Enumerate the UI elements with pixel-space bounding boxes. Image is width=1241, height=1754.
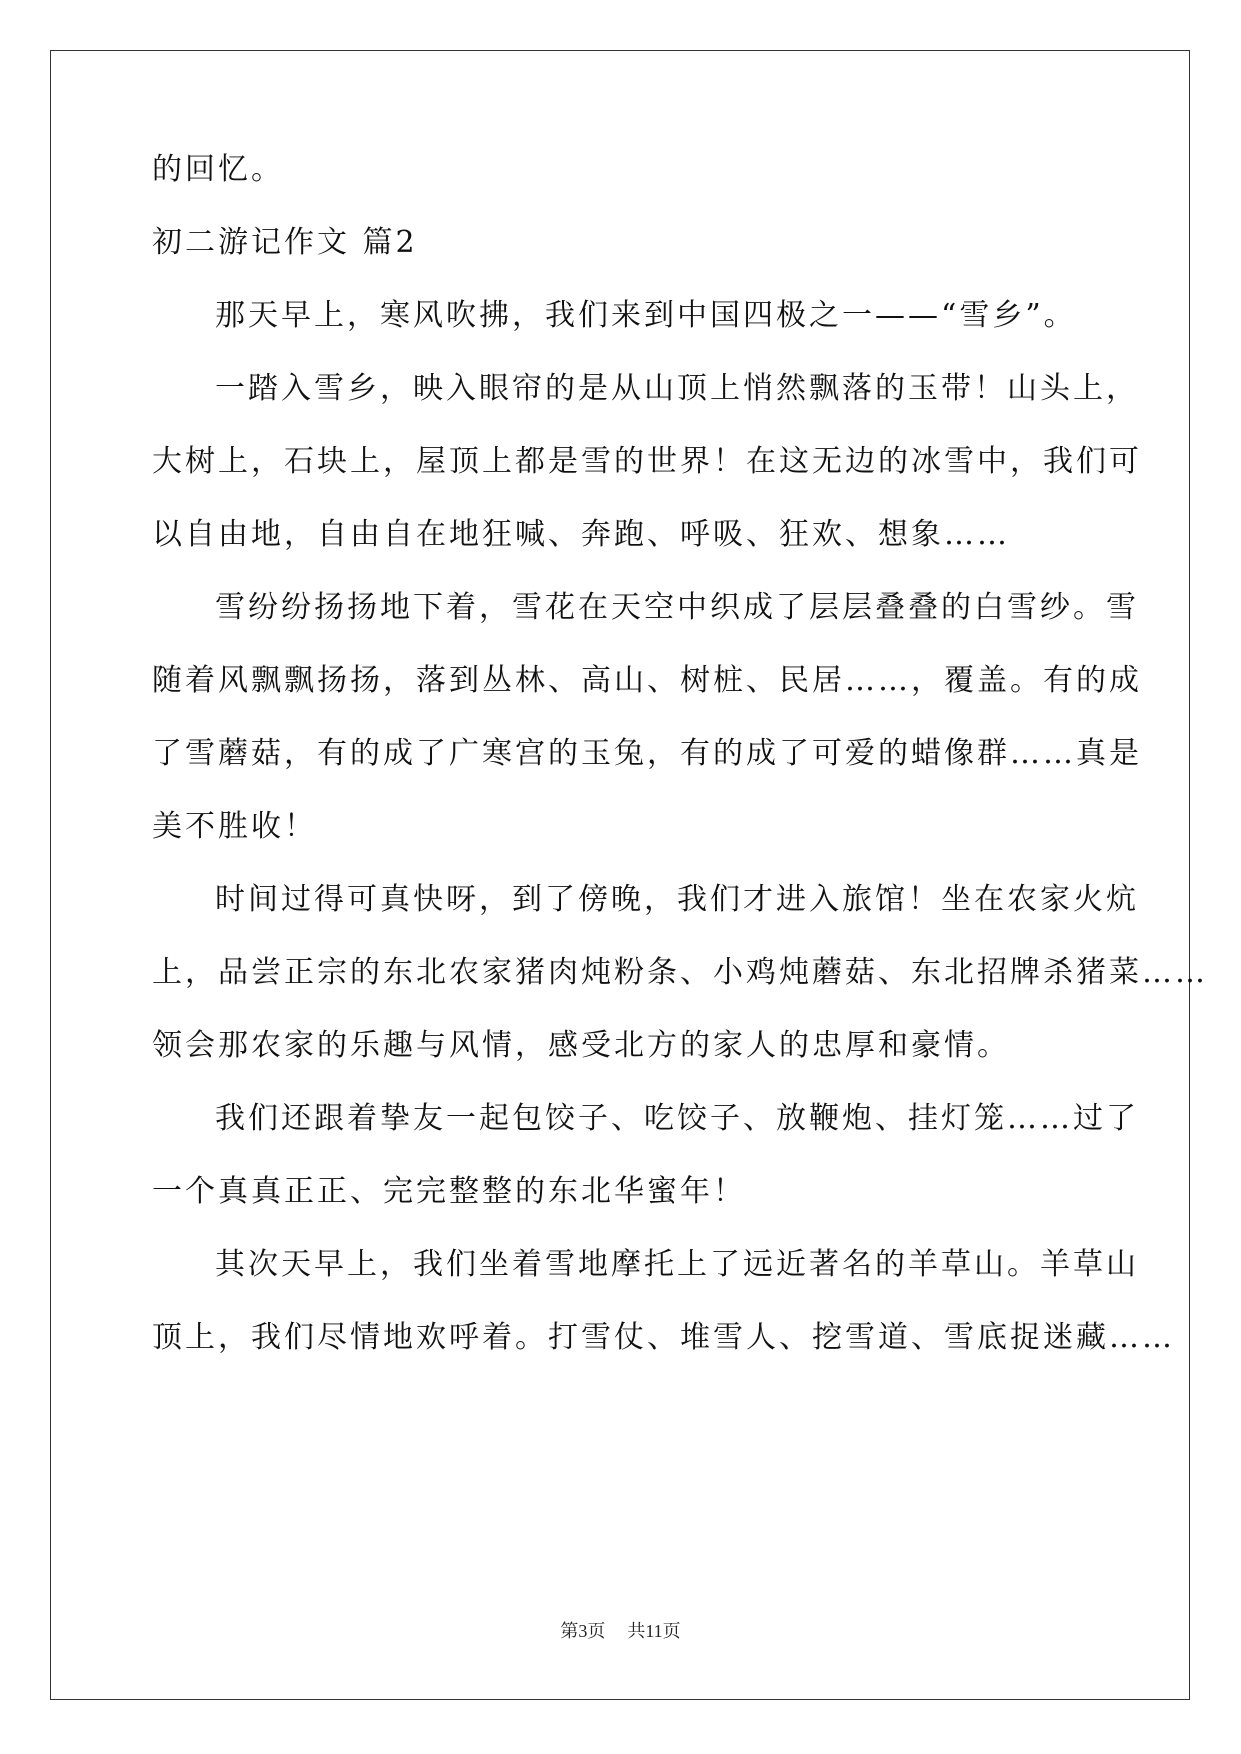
paragraph-line: 时间过得可真快呀，到了傍晚，我们才进入旅馆！坐在农家火炕 — [215, 882, 1139, 917]
paragraph-line: 领会那农家的乐趣与风情，感受北方的家人的忠厚和豪情。 — [152, 1028, 1010, 1063]
paragraph-line: 美不胜收！ — [152, 809, 317, 844]
paragraph-line: 顶上，我们尽情地欢呼着。打雪仗、堆雪人、挖雪道、雪底捉迷藏…… — [152, 1320, 1175, 1355]
paragraph-line: 其次天早上，我们坐着雪地摩托上了远近著名的羊草山。羊草山 — [215, 1247, 1139, 1282]
page-footer — [0, 1617, 1241, 1643]
paragraph-line: 上，品尝正宗的东北农家猪肉炖粉条、小鸡炖蘑菇、东北招牌杀猪菜…… — [152, 955, 1208, 990]
paragraph-line: 了雪蘑菇，有的成了广寒宫的玉兔，有的成了可爱的蜡像群……真是 — [152, 736, 1142, 771]
paragraph-line: 随着风飘飘扬扬，落到丛林、高山、树桩、民居……，覆盖。有的成 — [152, 663, 1142, 698]
paragraph-line: 大树上，石块上，屋顶上都是雪的世界！在这无边的冰雪中，我们可 — [152, 444, 1142, 479]
paragraph-line: 那天早上，寒风吹拂，我们来到中国四极之一——“雪乡”。 — [215, 298, 1077, 333]
text-line-continuation: 的回忆。 — [152, 152, 284, 187]
page-number: 第3页 — [560, 1621, 606, 1641]
paragraph-line: 一个真真正正、完完整整的东北华蜜年！ — [152, 1174, 746, 1209]
paragraph-line: 一踏入雪乡，映入眼帘的是从山顶上悄然飘落的玉带！山头上， — [215, 371, 1139, 406]
section-heading: 初二游记作文 篇2 — [152, 225, 418, 260]
page-total: 共11页 — [627, 1621, 681, 1641]
paragraph-line: 我们还跟着挚友一起包饺子、吃饺子、放鞭炮、挂灯笼……过了 — [215, 1101, 1139, 1136]
paragraph-line: 以自由地，自由自在地狂喊、奔跑、呼吸、狂欢、想象…… — [152, 517, 1010, 552]
paragraph-line: 雪纷纷扬扬地下着，雪花在天空中织成了层层叠叠的白雪纱。雪 — [215, 590, 1139, 625]
